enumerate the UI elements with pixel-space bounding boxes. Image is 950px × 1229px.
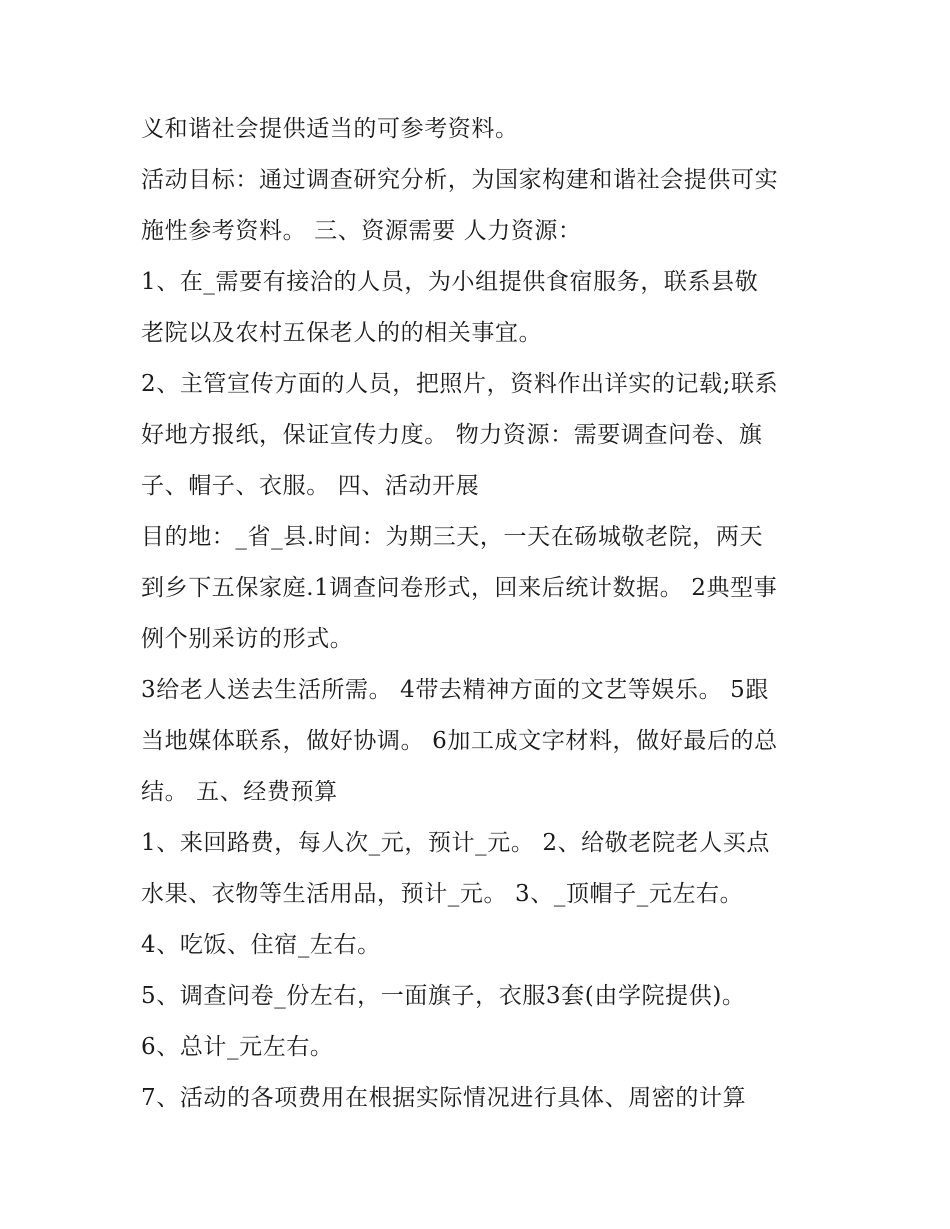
text-line: 1、在_需要有接洽的人员，为小组提供食宿服务，联系县敬 <box>141 269 759 295</box>
text-line: 好地方报纸，保证宣传力度。 物力资源：需要调查问卷、旗 <box>141 422 763 448</box>
document-body <box>141 104 821 1124</box>
text-line: 子、帽子、衣服。 四、活动开展 <box>141 473 480 499</box>
text-line: 6、总计_元左右。 <box>141 1034 334 1060</box>
text-line: 例个别采访的形式。 <box>141 626 354 652</box>
text-line: 到乡下五保家庭.1调查问卷形式，回来后统计数据。 2典型事 <box>141 575 778 601</box>
text-line: 1、来回路费，每人次_元，预计_元。 2、给敬老院老人买点 <box>141 830 770 856</box>
text-line: 7、活动的各项费用在根据实际情况进行具体、周密的计算 <box>141 1085 747 1111</box>
text-line: 义和谐社会提供适当的可参考资料。 <box>141 116 519 142</box>
text-line: 目的地：_省_县.时间：为期三天，一天在砀城敬老院，两天 <box>141 524 764 550</box>
text-line: 当地媒体联系，做好协调。 6加工成文字材料，做好最后的总 <box>141 728 778 754</box>
text-line: 4、吃饭、住宿_左右。 <box>141 932 381 958</box>
text-line: 水果、衣物等生活用品，预计_元。 3、_顶帽子_元左右。 <box>141 881 744 907</box>
text-line: 老院以及农村五保老人的的相关事宜。 <box>141 320 543 346</box>
text-line: 3给老人送去生活所需。 4带去精神方面的文艺等娱乐。 5跟 <box>141 677 769 703</box>
text-line: 施性参考资料。 三、资源需要 人力资源： <box>141 218 582 244</box>
text-line: 活动目标：通过调查研究分析，为国家构建和谐社会提供可实 <box>141 167 779 193</box>
text-line: 结。 五、经费预算 <box>141 779 338 805</box>
text-line: 2、主管宣传方面的人员，把照片，资料作出详实的记载;联系 <box>141 371 779 397</box>
text-line: 5、调查问卷_份左右，一面旗子，衣服3套(由学院提供)。 <box>141 983 746 1009</box>
